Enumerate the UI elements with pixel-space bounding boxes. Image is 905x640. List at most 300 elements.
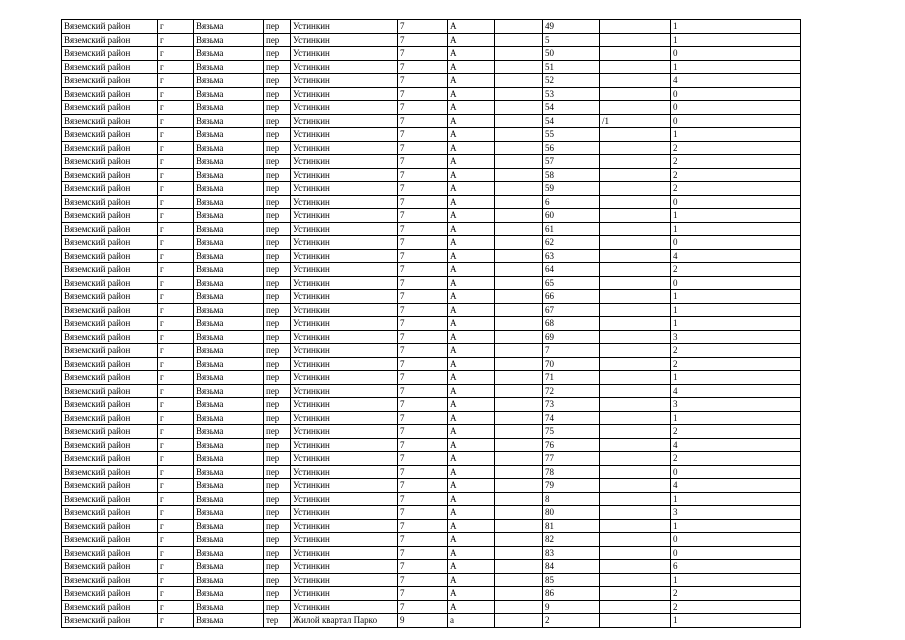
cell-district: Вяземский район [62,506,158,520]
table-row [62,128,801,142]
cell-count: 4 [671,74,801,88]
cell-blank [495,33,543,47]
cell-district: Вяземский район [62,141,158,155]
cell-count: 2 [671,425,801,439]
cell-suffix [600,128,671,142]
cell-locality: Вязьма [194,465,264,479]
cell-blank [495,114,543,128]
cell-street: Устинкин [291,141,398,155]
cell-district: Вяземский район [62,60,158,74]
cell-house: 7 [398,438,448,452]
table-row [62,317,801,331]
cell-letter: А [448,128,495,142]
table-row [62,344,801,358]
cell-district: Вяземский район [62,155,158,169]
cell-building: 53 [543,87,600,101]
cell-district: Вяземский район [62,87,158,101]
cell-blank [495,141,543,155]
cell-building: 50 [543,47,600,61]
cell-suffix [600,317,671,331]
cell-locality: Вязьма [194,317,264,331]
cell-locality: Вязьма [194,452,264,466]
cell-house: 7 [398,236,448,250]
cell-blank [495,236,543,250]
table-row [62,425,801,439]
cell-district: Вяземский район [62,357,158,371]
cell-building: 85 [543,573,600,587]
cell-locality: Вязьма [194,438,264,452]
cell-count: 2 [671,587,801,601]
cell-district: Вяземский район [62,519,158,533]
cell-count: 2 [671,357,801,371]
cell-locality-type: г [158,573,194,587]
cell-locality: Вязьма [194,371,264,385]
cell-street: Устинкин [291,371,398,385]
cell-street: Устинкин [291,195,398,209]
cell-letter: А [448,600,495,614]
cell-letter: А [448,384,495,398]
cell-house: 7 [398,330,448,344]
cell-locality: Вязьма [194,384,264,398]
cell-count: 1 [671,20,801,34]
cell-suffix [600,438,671,452]
cell-district: Вяземский район [62,168,158,182]
cell-house: 7 [398,546,448,560]
cell-suffix [600,357,671,371]
cell-district: Вяземский район [62,479,158,493]
cell-locality: Вязьма [194,398,264,412]
cell-count: 2 [671,168,801,182]
cell-street: Устинкин [291,249,398,263]
cell-blank [495,182,543,196]
cell-building: 80 [543,506,600,520]
cell-building: 62 [543,236,600,250]
cell-blank [495,303,543,317]
cell-locality-type: г [158,357,194,371]
cell-suffix [600,20,671,34]
cell-locality: Вязьма [194,344,264,358]
cell-building: 64 [543,263,600,277]
cell-locality-type: г [158,101,194,115]
cell-locality: Вязьма [194,479,264,493]
table-row [62,438,801,452]
cell-locality-type: г [158,263,194,277]
cell-letter: А [448,182,495,196]
cell-house: 7 [398,141,448,155]
cell-blank [495,155,543,169]
cell-letter: а [448,614,495,628]
cell-blank [495,263,543,277]
table-row [62,249,801,263]
cell-count: 2 [671,263,801,277]
cell-locality: Вязьма [194,141,264,155]
cell-letter: А [448,560,495,574]
cell-letter: А [448,317,495,331]
table-body [62,20,801,628]
cell-building: 63 [543,249,600,263]
cell-suffix [600,33,671,47]
cell-street: Устинкин [291,344,398,358]
cell-street-type: пер [264,357,291,371]
cell-locality-type: г [158,330,194,344]
cell-building: 49 [543,20,600,34]
cell-locality-type: г [158,128,194,142]
cell-blank [495,371,543,385]
cell-blank [495,209,543,223]
cell-street: Устинкин [291,263,398,277]
cell-blank [495,47,543,61]
cell-house: 7 [398,60,448,74]
cell-house: 9 [398,614,448,628]
cell-district: Вяземский район [62,492,158,506]
cell-locality-type: г [158,168,194,182]
cell-house: 7 [398,587,448,601]
cell-letter: А [448,236,495,250]
cell-locality-type: г [158,519,194,533]
cell-street: Устинкин [291,492,398,506]
cell-building: 74 [543,411,600,425]
cell-house: 7 [398,168,448,182]
cell-street-type: пер [264,195,291,209]
cell-street: Устинкин [291,168,398,182]
cell-locality-type: г [158,87,194,101]
cell-street: Устинкин [291,330,398,344]
cell-house: 7 [398,209,448,223]
cell-house: 7 [398,425,448,439]
cell-building: 56 [543,141,600,155]
cell-district: Вяземский район [62,317,158,331]
table-row [62,587,801,601]
cell-suffix [600,47,671,61]
cell-building: 77 [543,452,600,466]
cell-blank [495,357,543,371]
cell-count: 2 [671,141,801,155]
cell-count: 2 [671,155,801,169]
cell-suffix [600,168,671,182]
table-row [62,506,801,520]
cell-street: Устинкин [291,155,398,169]
cell-locality: Вязьма [194,222,264,236]
cell-street: Устинкин [291,452,398,466]
cell-blank [495,101,543,115]
cell-street-type: пер [264,519,291,533]
cell-street-type: пер [264,290,291,304]
cell-letter: А [448,438,495,452]
table-row [62,330,801,344]
cell-letter: А [448,209,495,223]
cell-suffix [600,141,671,155]
cell-house: 7 [398,479,448,493]
cell-district: Вяземский район [62,560,158,574]
cell-street: Устинкин [291,182,398,196]
cell-count: 0 [671,87,801,101]
cell-building: 58 [543,168,600,182]
cell-letter: А [448,168,495,182]
cell-locality-type: г [158,479,194,493]
cell-suffix [600,101,671,115]
cell-suffix [600,573,671,587]
cell-locality: Вязьма [194,506,264,520]
cell-house: 7 [398,533,448,547]
cell-building: 54 [543,101,600,115]
cell-letter: А [448,452,495,466]
cell-count: 1 [671,209,801,223]
cell-letter: А [448,506,495,520]
cell-letter: А [448,344,495,358]
table-row [62,182,801,196]
cell-blank [495,479,543,493]
cell-street-type: пер [264,249,291,263]
cell-blank [495,492,543,506]
cell-district: Вяземский район [62,384,158,398]
cell-house: 7 [398,155,448,169]
cell-count: 4 [671,479,801,493]
cell-street: Устинкин [291,209,398,223]
cell-district: Вяземский район [62,330,158,344]
table-row [62,209,801,223]
cell-blank [495,573,543,587]
cell-suffix [600,344,671,358]
cell-street-type: пер [264,114,291,128]
cell-letter: А [448,425,495,439]
cell-house: 7 [398,344,448,358]
cell-count: 6 [671,560,801,574]
cell-locality: Вязьма [194,587,264,601]
cell-locality-type: г [158,33,194,47]
cell-locality-type: г [158,506,194,520]
cell-count: 1 [671,492,801,506]
cell-street-type: пер [264,303,291,317]
cell-count: 0 [671,276,801,290]
cell-suffix [600,249,671,263]
cell-count: 1 [671,60,801,74]
cell-building: 71 [543,371,600,385]
cell-street-type: пер [264,533,291,547]
cell-district: Вяземский район [62,438,158,452]
cell-locality: Вязьма [194,290,264,304]
cell-blank [495,222,543,236]
cell-street-type: пер [264,452,291,466]
cell-locality: Вязьма [194,249,264,263]
cell-locality: Вязьма [194,74,264,88]
cell-count: 1 [671,371,801,385]
cell-count: 4 [671,249,801,263]
cell-district: Вяземский район [62,587,158,601]
cell-building: 57 [543,155,600,169]
cell-street: Устинкин [291,101,398,115]
cell-suffix [600,587,671,601]
cell-building: 52 [543,74,600,88]
cell-building: 76 [543,438,600,452]
cell-blank [495,330,543,344]
cell-street-type: пер [264,47,291,61]
cell-building: 72 [543,384,600,398]
cell-letter: А [448,290,495,304]
cell-locality-type: г [158,249,194,263]
cell-letter: А [448,357,495,371]
cell-letter: А [448,546,495,560]
cell-suffix [600,600,671,614]
cell-street-type: пер [264,600,291,614]
cell-locality: Вязьма [194,182,264,196]
cell-district: Вяземский район [62,344,158,358]
table-row [62,560,801,574]
table-row [62,222,801,236]
cell-house: 7 [398,222,448,236]
cell-district: Вяземский район [62,452,158,466]
cell-blank [495,398,543,412]
cell-street-type: пер [264,492,291,506]
cell-street-type: пер [264,344,291,358]
cell-locality-type: г [158,560,194,574]
cell-street-type: пер [264,573,291,587]
cell-street-type: пер [264,209,291,223]
cell-suffix [600,303,671,317]
cell-district: Вяземский район [62,33,158,47]
cell-district: Вяземский район [62,236,158,250]
table-row [62,452,801,466]
cell-house: 7 [398,74,448,88]
cell-district: Вяземский район [62,276,158,290]
cell-suffix [600,546,671,560]
cell-district: Вяземский район [62,546,158,560]
table-row [62,600,801,614]
cell-suffix [600,263,671,277]
cell-letter: А [448,276,495,290]
cell-street: Устинкин [291,290,398,304]
cell-letter: А [448,222,495,236]
cell-blank [495,249,543,263]
cell-count: 3 [671,506,801,520]
cell-house: 7 [398,47,448,61]
cell-blank [495,411,543,425]
table-row [62,303,801,317]
cell-street: Устинкин [291,384,398,398]
table-row [62,87,801,101]
table-row [62,614,801,628]
cell-locality: Вязьма [194,330,264,344]
cell-suffix [600,492,671,506]
cell-street: Устинкин [291,560,398,574]
cell-count: 2 [671,344,801,358]
cell-street-type: пер [264,546,291,560]
cell-house: 7 [398,371,448,385]
cell-count: 3 [671,398,801,412]
address-table [61,19,801,628]
cell-street-type: пер [264,128,291,142]
cell-blank [495,384,543,398]
cell-building: 51 [543,60,600,74]
cell-locality: Вязьма [194,411,264,425]
cell-locality: Вязьма [194,276,264,290]
cell-locality-type: г [158,276,194,290]
table-row [62,20,801,34]
table-row [62,168,801,182]
cell-house: 7 [398,506,448,520]
cell-street: Устинкин [291,533,398,547]
cell-blank [495,344,543,358]
cell-building: 73 [543,398,600,412]
table-row [62,573,801,587]
cell-locality-type: г [158,371,194,385]
cell-locality: Вязьма [194,168,264,182]
cell-street-type: пер [264,87,291,101]
cell-district: Вяземский район [62,222,158,236]
cell-suffix [600,479,671,493]
cell-district: Вяземский район [62,209,158,223]
cell-locality: Вязьма [194,600,264,614]
cell-suffix [600,371,671,385]
cell-district: Вяземский район [62,249,158,263]
cell-blank [495,317,543,331]
cell-letter: А [448,492,495,506]
cell-letter: А [448,263,495,277]
cell-blank [495,587,543,601]
cell-locality-type: г [158,155,194,169]
cell-street: Устинкин [291,411,398,425]
cell-suffix [600,425,671,439]
cell-locality-type: г [158,587,194,601]
cell-street: Устинкин [291,60,398,74]
cell-building: 59 [543,182,600,196]
cell-district: Вяземский район [62,573,158,587]
cell-blank [495,614,543,628]
cell-district: Вяземский район [62,195,158,209]
cell-street: Устинкин [291,128,398,142]
cell-street-type: пер [264,587,291,601]
cell-street: Устинкин [291,479,398,493]
cell-blank [495,560,543,574]
table-row [62,33,801,47]
table-row [62,384,801,398]
cell-suffix [600,195,671,209]
cell-count: 0 [671,236,801,250]
cell-street-type: пер [264,398,291,412]
cell-street-type: пер [264,465,291,479]
cell-house: 7 [398,398,448,412]
cell-locality-type: г [158,141,194,155]
table-row [62,114,801,128]
cell-blank [495,290,543,304]
cell-street-type: пер [264,371,291,385]
cell-street-type: пер [264,438,291,452]
cell-locality-type: г [158,20,194,34]
cell-district: Вяземский район [62,614,158,628]
cell-blank [495,438,543,452]
cell-street: Устинкин [291,546,398,560]
cell-letter: А [448,371,495,385]
cell-count: 1 [671,411,801,425]
cell-locality-type: г [158,425,194,439]
cell-suffix [600,411,671,425]
cell-blank [495,533,543,547]
cell-building: 83 [543,546,600,560]
cell-count: 0 [671,465,801,479]
cell-locality: Вязьма [194,425,264,439]
cell-count: 1 [671,128,801,142]
cell-letter: А [448,74,495,88]
cell-locality: Вязьма [194,33,264,47]
cell-street: Устинкин [291,519,398,533]
cell-letter: А [448,141,495,155]
cell-suffix [600,533,671,547]
cell-locality: Вязьма [194,128,264,142]
table-row [62,465,801,479]
cell-count: 1 [671,222,801,236]
cell-street: Устинкин [291,33,398,47]
cell-count: 1 [671,317,801,331]
cell-street: Устинкин [291,587,398,601]
